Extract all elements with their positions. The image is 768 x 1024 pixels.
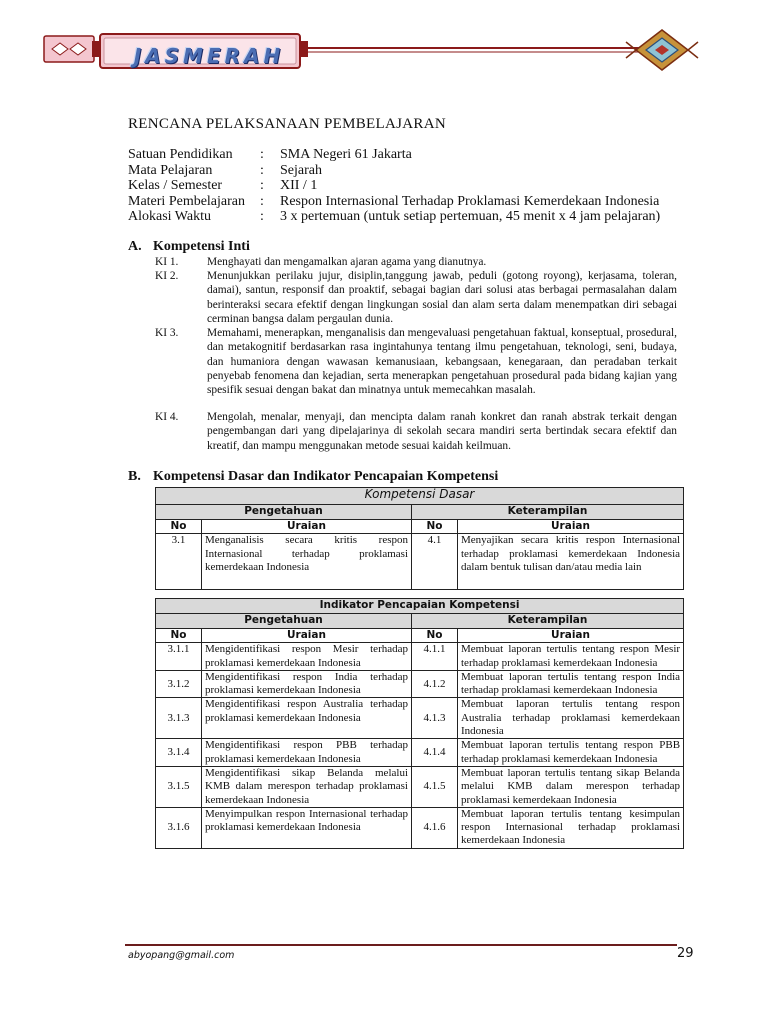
- cell-uraian: Membuat laporan tertulis tentang sikap Belanda melalui KMB dalam merespon terhadap proklamasi kemerdekaan Indonesia: [458, 766, 684, 807]
- ki-item: [155, 410, 677, 453]
- identity-row: Alokasi Waktu : 3 x pertemuan (untuk setiap pertemuan, 45 menit x 4 jam pelajaran): [128, 209, 661, 224]
- cell-no: 4.1.2: [412, 670, 458, 698]
- section-a-heading: [128, 239, 250, 255]
- cell-no: 3.1.6: [156, 807, 202, 848]
- cell-uraian: Mengidentifikasi respon India terhadap proklamasi kemerdekaan Indonesia: [202, 670, 412, 698]
- identity-value: Respon Internasional Terhadap Proklamasi Kemerdekaan Indonesia: [280, 193, 660, 209]
- ki-key: KI 3.: [155, 327, 179, 339]
- identity-row: Mata Pelajaran : Sejarah: [128, 162, 322, 178]
- footer-divider: [125, 944, 677, 946]
- table-row: [156, 534, 684, 590]
- col-no: No: [156, 520, 202, 534]
- cell-no: 4.1.1: [412, 643, 458, 671]
- section-title: Kompetensi Inti: [153, 239, 250, 254]
- cell-uraian: Membuat laporan tertulis tentang respon Mesir terhadap proklamasi kemerdekaan Indonesia: [458, 643, 684, 671]
- kd-table: [155, 487, 684, 590]
- col-uraian: Uraian: [458, 520, 684, 534]
- cell-no: 3.1.4: [156, 739, 202, 767]
- col-uraian: Uraian: [202, 629, 412, 643]
- ki-item: [155, 326, 677, 397]
- cell-no: 4.1.4: [412, 739, 458, 767]
- section-title: Kompetensi Dasar dan Indikator Pencapaian Kompetensi: [153, 469, 499, 484]
- section-letter: B.: [128, 469, 141, 484]
- ki-key: KI 4.: [155, 411, 179, 423]
- cell-uraian: Menyajikan secara kritis respon Internasional terhadap proklamasi kemerdekaan Indonesia dalam bentuk tulisan dan/atau media lain: [458, 534, 684, 590]
- cell-uraian: Membuat laporan tertulis tentang respon PBB terhadap proklamasi kemerdekaan Indonesia: [458, 739, 684, 767]
- ki-key: KI 1.: [155, 256, 179, 268]
- ki-item: [155, 255, 677, 269]
- ki-text: Memahami, menerapkan, menganalisis dan mengevaluasi pengetahuan faktual, konseptual, prosedural, dan metakognitif berdasarkan rasa ingintahunya tentang ilmu pengetahuan, teknologi, seni, budaya, dan humaniora dengan wawasan kemanusiaan, kebangsaan, kenegaraan, dan peradaban terkait penyebab fenomena dan kejadian, serta menerapkan pengetahuan prosedural pada bidang kajian yang spesifik sesuai dengan bakat dan minatnya untuk memecahkan masalah.: [207, 327, 677, 397]
- cell-no: 3.1.2: [156, 670, 202, 698]
- cell-no: 4.1.6: [412, 807, 458, 848]
- page-title: RENCANA PELAKSANAAN PEMBELAJARAN: [128, 116, 446, 132]
- cell-uraian: Menyimpulkan respon Internasional terhadap proklamasi kemerdekaan Indonesia: [202, 807, 412, 848]
- identity-value: 3 x pertemuan (untuk setiap pertemuan, 45 menit x 4 jam pelajaran): [280, 209, 661, 224]
- identity-row: Satuan Pendidikan : SMA Negeri 61 Jakarta: [128, 147, 412, 162]
- col-no: No: [412, 520, 458, 534]
- cell-uraian: Mengidentifikasi sikap Belanda melalui KMB dalam merespon terhadap proklamasi kemerdekaan Indonesia: [202, 766, 412, 807]
- ki-item: [155, 269, 677, 326]
- table-row: [156, 643, 684, 671]
- ki-text: Menghayati dan mengamalkan ajaran agama yang dianutnya.: [207, 256, 487, 268]
- ki-text: Menunjukkan perilaku jujur, disiplin,tanggung jawab, peduli (gotong royong), kerjasama, toleran, damai), santun, responsif dan proaktif, sebagai bagian dari solusi atas berbagai permasalahan dalam berinteraksi secara efektif dengan lingkungan sosial dan alam serta dalam menempatkan diri sebagai cerminan bangsa dalam pergaulan dunia.: [207, 270, 677, 325]
- ki-text: Mengolah, menalar, menyaji, dan mencipta dalam ranah konkret dan ranah abstrak terkait dengan pengembangan dari yang dipelajarinya di sekolah secara mandiri serta bertindak secara efektif dan kreatif, dan mampu menggunakan metode sesuai kaidah keilmuan.: [207, 411, 677, 452]
- ipk-table-title: Indikator Pencapaian Kompetensi: [156, 599, 684, 614]
- identity-block: [128, 147, 660, 225]
- identity-label: Satuan Pendidikan: [128, 147, 233, 162]
- identity-label: Alokasi Waktu: [128, 209, 211, 224]
- ipk-right-head: Keterampilan: [412, 614, 684, 629]
- ipk-left-head: Pengetahuan: [156, 614, 412, 629]
- cell-no: 4.1.5: [412, 766, 458, 807]
- col-no: No: [156, 629, 202, 643]
- cell-no: 3.1.1: [156, 643, 202, 671]
- cell-uraian: Mengidentifikasi respon Mesir terhadap proklamasi kemerdekaan Indonesia: [202, 643, 412, 671]
- ipk-table: [155, 598, 684, 849]
- kd-table-title: Kompetensi Dasar: [156, 488, 684, 505]
- cell-uraian: Mengidentifikasi respon Australia terhadap proklamasi kemerdekaan Indonesia: [202, 698, 412, 739]
- col-uraian: Uraian: [202, 520, 412, 534]
- identity-label: Kelas / Semester: [128, 178, 223, 193]
- cell-uraian: Mengidentifikasi respon PBB terhadap proklamasi kemerdekaan Indonesia: [202, 739, 412, 767]
- identity-row: Kelas / Semester : XII / 1: [128, 178, 318, 193]
- table-row: [156, 766, 684, 807]
- table-row: [156, 807, 684, 848]
- kd-left-head: Pengetahuan: [156, 505, 412, 520]
- identity-label: Materi Pembelajaran: [128, 193, 246, 209]
- col-no: No: [412, 629, 458, 643]
- identity-value: SMA Negeri 61 Jakarta: [280, 147, 412, 162]
- identity-value: XII / 1: [280, 178, 318, 193]
- page-number: 29: [677, 946, 694, 961]
- identity-label: Mata Pelajaran: [128, 162, 213, 178]
- identity-row: Materi Pembelajaran : Respon Internasional Terhadap Proklamasi Kemerdekaan Indonesia: [128, 193, 660, 209]
- identity-value: Sejarah: [280, 162, 322, 178]
- brand-wordmark: JASMERAH: [133, 44, 285, 68]
- table-row: [156, 670, 684, 698]
- ki-key: KI 2.: [155, 270, 179, 282]
- table-row: [156, 739, 684, 767]
- table-row: [156, 698, 684, 739]
- cell-no: 3.1: [156, 534, 202, 590]
- cell-uraian: Membuat laporan tertulis tentang respon India terhadap proklamasi kemerdekaan Indonesia: [458, 670, 684, 698]
- cell-uraian: Menganalisis secara kritis respon Internasional terhadap proklamasi kemerdekaan Indonesia: [202, 534, 412, 590]
- cell-no: 4.1: [412, 534, 458, 590]
- section-b-heading: [128, 469, 498, 485]
- section-letter: A.: [128, 239, 142, 254]
- kd-right-head: Keterampilan: [412, 505, 684, 520]
- cell-no: 3.1.3: [156, 698, 202, 739]
- cell-uraian: Membuat laporan tertulis tentang kesimpulan respon Internasional terhadap proklamasi kemerdekaan Indonesia: [458, 807, 684, 848]
- cell-no: 3.1.5: [156, 766, 202, 807]
- cell-no: 4.1.3: [412, 698, 458, 739]
- footer-email: abyopang@gmail.com: [128, 950, 235, 961]
- col-uraian: Uraian: [458, 629, 684, 643]
- cell-uraian: Membuat laporan tertulis tentang respon Australia terhadap proklamasi kemerdekaan Indonesia: [458, 698, 684, 739]
